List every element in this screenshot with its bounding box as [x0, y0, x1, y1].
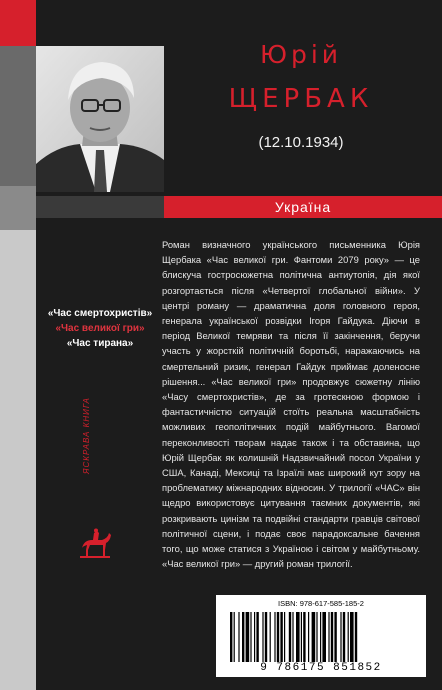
trilogy-item: «Час тирана»	[66, 338, 134, 349]
trilogy-item: «Час смертохристів»	[47, 308, 153, 319]
horseman-logo-icon	[78, 528, 112, 558]
publisher-name: ЯСКРАВА КНИГА	[82, 397, 91, 474]
author-portrait-icon	[36, 46, 164, 192]
country-label: Україна	[164, 196, 442, 218]
spine-mid-gray-block	[0, 186, 36, 230]
spine-gray-block	[0, 46, 36, 186]
spine-red-block	[0, 0, 36, 46]
barcode-icon	[226, 612, 416, 662]
spine-light-block	[0, 230, 36, 690]
trilogy-item-current: «Час великої гри»	[55, 323, 145, 334]
author-photo	[36, 46, 164, 192]
author-last-name: ЩЕРБАК	[228, 84, 374, 114]
trilogy-list	[38, 306, 162, 351]
barcode-digits: 9 786175 851852	[260, 662, 382, 674]
author-first-name: Юрій	[259, 40, 343, 69]
book-annotation: Роман визначного українського письменника Юрія Щербака «Час великої гри. Фантоми 2079 року» — це блискуча гостросюжетна політична антиутопія, дія якої розгортається після «Четвертої глобальної війни». У центрі роману — драматична доля головного героя, генерала української розвідки Ігоря Гайдука. Діючи в період Великої темряви та після її закінчення, беручи участь у жорсткій політичній боротьбі, наражаючись на смертельний ризик, генерал Гайдук приймає доленосне рішення... «Час великої гри» продовжує сюжетну лінію «Часу смертохристів», де за гротескною формою і фантастичністю ситуацій стоїть реальна масштабність можливих геополітичних подій майбутнього. Вагомої переконливості творам надає також і та обставина, що Юрій Щербак як колишній Надзвичайний посол України у США, Канаді, Мексиці та Ізраїлі має широкий кут зору на проблематику міжнародних відносин. У трилогії «ЧАС» він щедро використовує цитування таємних документів, які розкривають цинізм та подвійні стандарти гравців світової політичної сцени, і подає своє парадоксальне бачення того, що може статися з Україною і світом у майбутньому. «Час великої гри» — другий роман трилогії.	[162, 239, 420, 570]
country-band-left-segment	[36, 196, 164, 218]
author-birth-date: (12.10.1934)	[258, 134, 344, 151]
isbn-label: ISBN: 978-617-585-185-2	[278, 599, 364, 608]
